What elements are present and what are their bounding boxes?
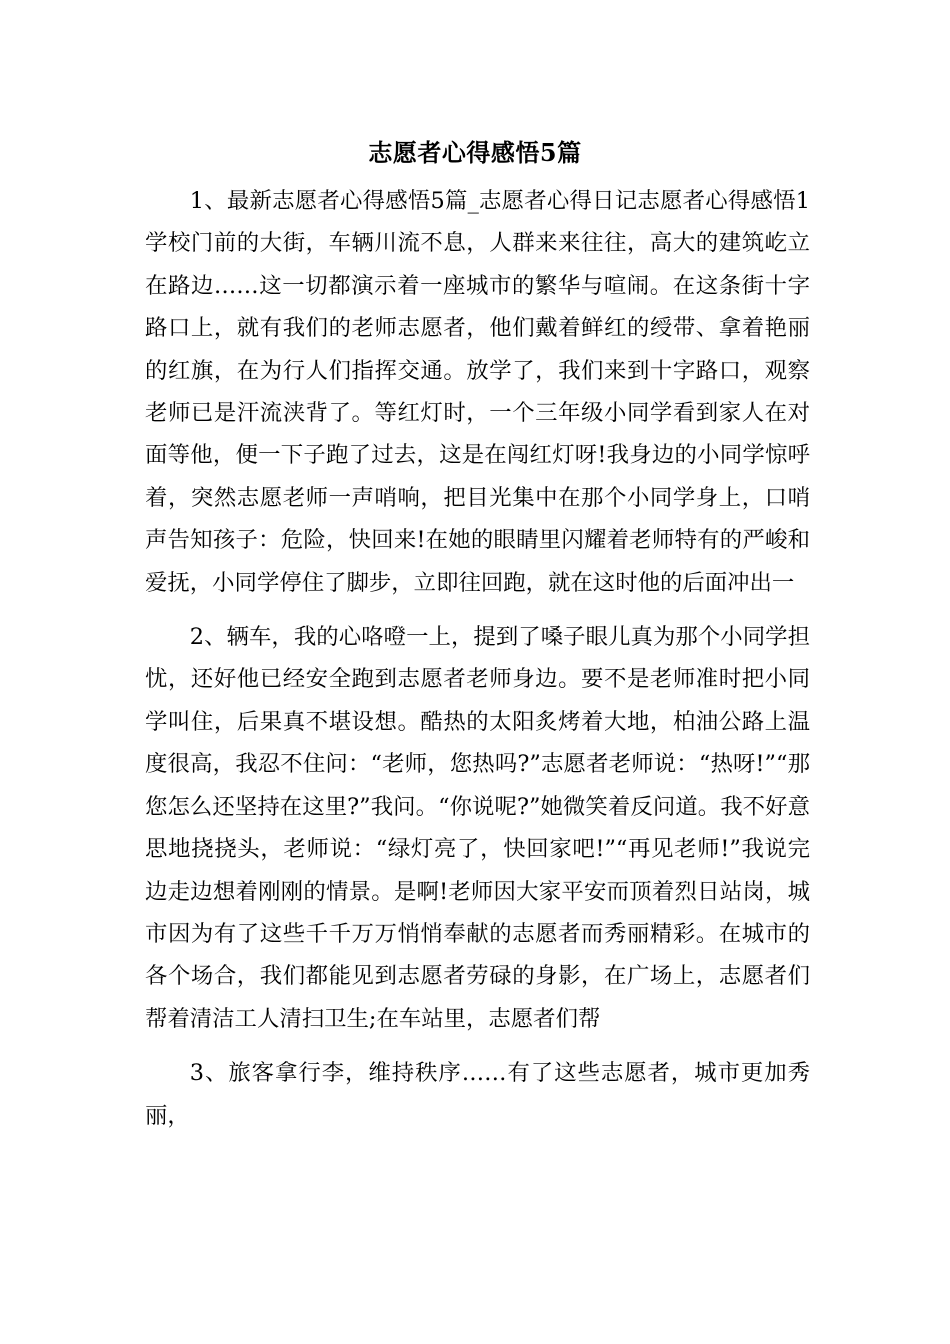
paragraph-3: 3、旅客拿行李，维持秩序……有了这些志愿者，城市更加秀丽， xyxy=(145,1060,810,1129)
document-title: 志愿者心得感悟5篇 xyxy=(368,138,582,167)
paragraph-2: 2、辆车，我的心咯噔一上，提到了嗓子眼儿真为那个小同学担忧，还好他已经安全跑到志愿者老师身边。要不是老师准时把小同学叫住，后果真不堪设想。酷热的太阳炙烤着大地，柏油公路上温度很高，我忍不住问：“老师，您热吗?”志愿者老师说：“热呀!”“那您怎么还坚持在这里?”我问。“你说呢?”她微笑着反问道。我不好意思地挠挠头，老师说：“绿灯亮了，快回家吧!”“再见老师!”我说完边走边想着刚刚的情景。是啊!老师因大家平安而顶着烈日站岗，城市因为有了这些千千万万悄悄奉献的志愿者而秀丽精彩。在城市的各个场合，我们都能见到志愿者劳碌的身影，在广场上，志愿者们帮着清洁工人清扫卫生;在车站里，志愿者们帮 xyxy=(145,624,810,1032)
document-body xyxy=(145,180,810,1137)
paragraph-1: 1、最新志愿者心得感悟5篇_志愿者心得日记志愿者心得感悟1学校门前的大街，车辆川流不息，人群来来往往，高大的建筑屹立在路边……这一切都演示着一座城市的繁华与喧闹。在这条街十字路口上，就有我们的老师志愿者，他们戴着鲜红的绶带、拿着艳丽的红旗，在为行人们指挥交通。放学了，我们来到十字路口，观察老师已是汗流浃背了。等红灯时，一个三年级小同学看到家人在对面等他，便一下子跑了过去，这是在闯红灯呀!我身边的小同学惊呼着，突然志愿老师一声哨响，把目光集中在那个小同学身上，口哨声告知孩子：危险，快回来!在她的眼睛里闪耀着老师特有的严峻和爱抚，小同学停住了脚步，立即往回跑，就在这时他的后面冲出一 xyxy=(145,188,810,596)
